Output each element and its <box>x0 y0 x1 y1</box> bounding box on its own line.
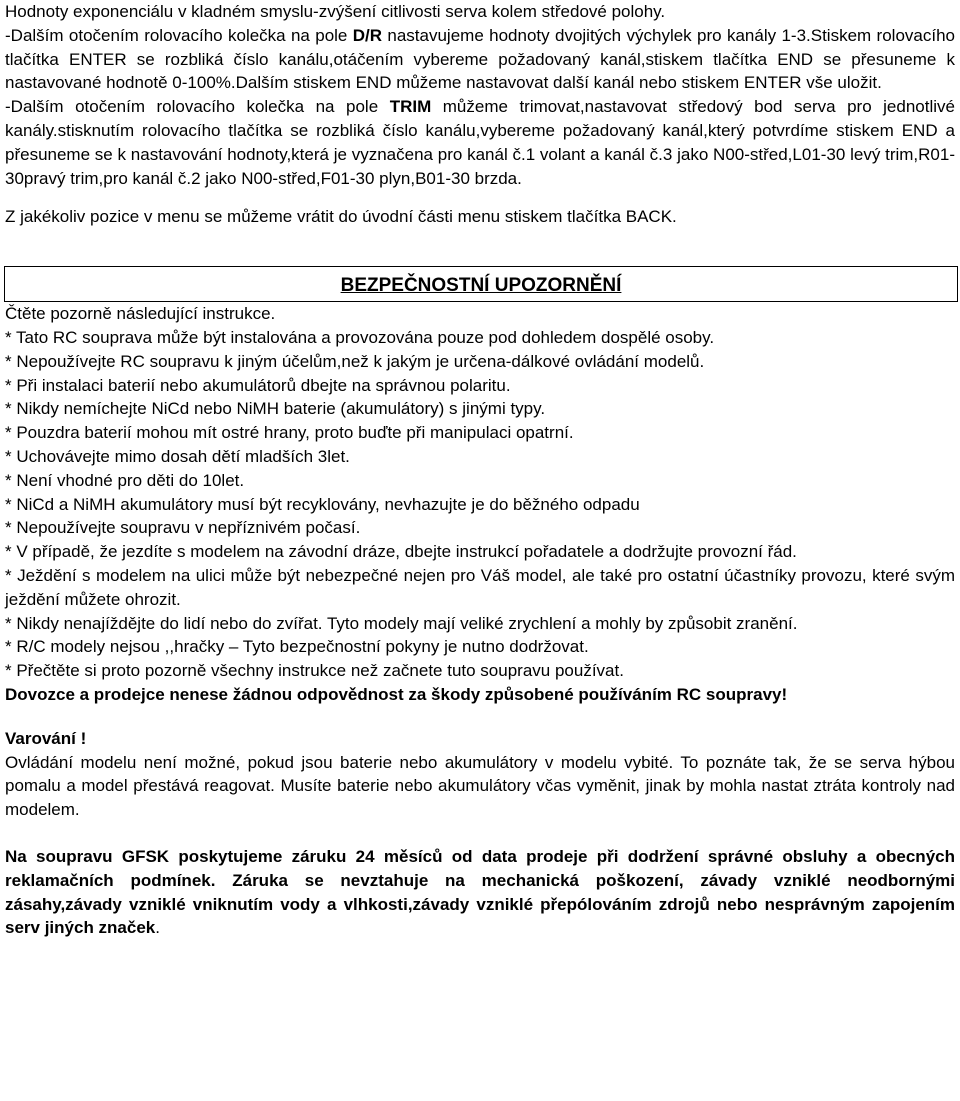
trim-field-name: TRIM <box>389 97 432 117</box>
warranty-paragraph <box>5 845 955 940</box>
safety-item: * NiCd a NiMH akumulátory musí být recyklovány, nevhazujte je do běžného odpadu <box>5 494 640 514</box>
safety-item: * Při instalaci baterií nebo akumulátorů dbejte na správnou polaritu. <box>5 375 511 395</box>
trim-paragraph <box>5 95 955 190</box>
safety-item-read-all: * Přečtěte si proto pozorně všechny instrukce než začnete tuto soupravu používat. <box>5 661 624 681</box>
safety-item-long: * Nikdy nenajíždějte do lidí nebo do zvířat. Tyto modely mají veliké zrychlení a mohly by způsobit zranění. <box>5 613 798 633</box>
warranty-text: Na soupravu GFSK poskytujeme záruku 24 měsíců od data prodeje při dodržení správné obsluhy a obecných reklamačních podmínek. Záruka se nevztahuje na mechanická poškození, závady vzniklé neodbornými zásahy,závady vzniklé vniknutím vody a vlhkosti,závady vzniklé přepólováním zdrojů nebo nesprávným zapojením serv jiných značek <box>5 846 955 938</box>
expo-line: Hodnoty exponenciálu v kladném smyslu-zvýšení citlivosti serva kolem středové polohy. <box>5 2 666 21</box>
back-line: Z jakékoliv pozice v menu se můžeme vrátit do úvodní části menu stiskem tlačítka BACK. <box>5 207 677 227</box>
dr-paragraph <box>5 24 955 95</box>
safety-item: * Nikdy nemíchejte NiCd nebo NiMH baterie (akumulátory) s jinými typy. <box>5 399 546 419</box>
safety-item: * Pouzdra baterií mohou mít ostré hrany, proto buďte při manipulaci opatrní. <box>5 423 574 443</box>
trim-text-post: můžeme trimovat,nastavovat středový bod serva pro jednotlivé kanály.stisknutím rolovacího tlačítka se rozbliká číslo kanálu,vybereme požadovaný kanál,který potvrdíme stiskem END a přesuneme se k nastavování hodnoty,která je vyznačena pro kanál č.1 volant a kanál č.3 jako N00-střed,L01-30 levý trim,R01-30pravý trim,pro kanál č.2 jako N00-střed,F01-30 plyn,B01-30 brzda. <box>5 97 955 188</box>
dr-text-post: nastavujeme hodnoty dvojitých výchylek pro kanály 1-3.Stiskem rolovacího tlačítka ENTER se rozbliká číslo kanálu,otáčením vybereme požadovaný kanál,stiskem tlačítka END se přesuneme k nastavované hodnotě 0-100%.Dalším stiskem END můžeme nastavovat další kanál nebo stiskem ENTER vše uložit. <box>5 25 955 93</box>
warranty-end: . <box>155 918 160 938</box>
dr-text-pre: -Dalším otočením rolovacího kolečka na pole <box>5 25 353 45</box>
trim-text-pre: -Dalším otočením rolovacího kolečka na pole <box>5 97 390 117</box>
safety-item-long: * V případě, že jezdíte s modelem na závodní dráze, dbejte instrukcí pořadatele a dodržujte provozní řád. <box>5 542 797 562</box>
safety-heading-box <box>4 266 958 302</box>
dr-field-name: D/R <box>352 25 383 45</box>
safety-lead: Čtěte pozorně následující instrukce. <box>5 304 276 324</box>
safety-item: * Nepoužívejte RC soupravu k jiným účelům,než k jakým je určena-dálkové ovládání modelů. <box>5 351 705 371</box>
safety-item: * Není vhodné pro děti do 10let. <box>5 470 245 490</box>
disclaimer: Dovozce a prodejce nenese žádnou odpovědnost za škody způsobené používáním RC soupravy! <box>5 684 788 704</box>
safety-item: * Nepoužívejte soupravu v nepříznivém počasí. <box>5 518 361 538</box>
safety-heading: BEZPEČNOSTNÍ UPOZORNĚNÍ <box>340 275 622 297</box>
safety-item-hracky: * R/C modely nejsou ,,hračky – Tyto bezpečnostní pokyny je nutno dodržovat. <box>5 637 589 657</box>
warning-title: Varování ! <box>5 728 87 748</box>
safety-item-long: * Ježdění s modelem na ulici může být nebezpečné nejen pro Váš model, ale také pro ostatní účastníky provozu, které svým ježdění můžete ohrozit. <box>5 565 955 609</box>
safety-item: * Uchovávejte mimo dosah dětí mladších 3let. <box>5 446 350 466</box>
safety-item: * Tato RC souprava může být instalována a provozována pouze pod dohledem dospělé osoby. <box>5 327 715 347</box>
manual-page <box>5 0 955 940</box>
warning-text: Ovládání modelu není možné, pokud jsou baterie nebo akumulátory v modelu vybité. To poznáte tak, že se serva hýbou pomalu a model přestává reagovat. Musíte baterie nebo akumulátory včas vyměnit, jinak by mohla nastat ztráta kontroly nad modelem. <box>5 752 955 820</box>
